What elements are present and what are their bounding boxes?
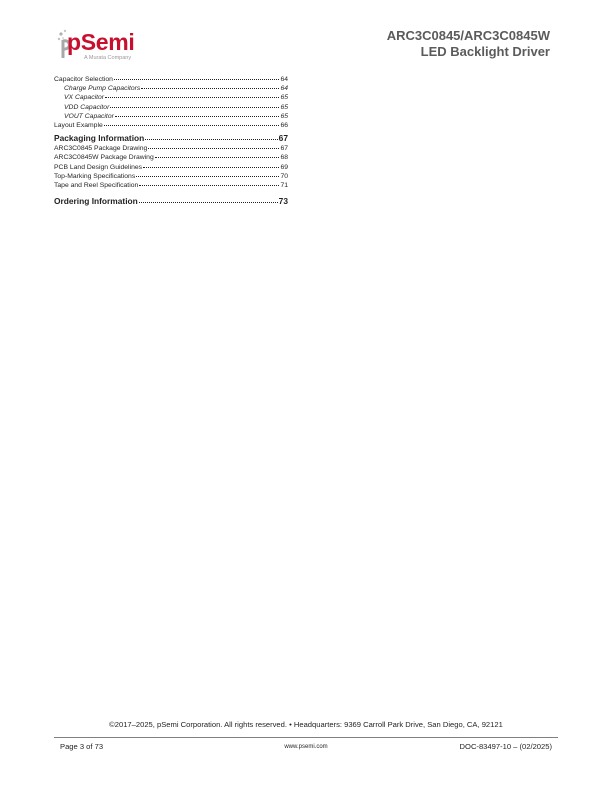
toc-entry-page: 73 [278,196,288,207]
toc-entry-title: Layout Example [54,122,103,130]
toc-section-heading[interactable] [54,133,288,144]
toc-entry[interactable] [54,172,288,181]
toc-entry[interactable] [54,103,288,112]
toc-entry[interactable] [54,181,288,190]
document-title-product: LED Backlight Driver [420,44,550,59]
toc-entry-page: 67 [280,145,288,153]
toc-entry[interactable] [54,153,288,162]
toc-leader-dots [115,116,280,117]
toc-entry[interactable] [54,112,288,121]
logo-tagline: A Murata Company [84,55,132,61]
toc-leader-dots [114,79,279,80]
toc-entry-page: 65 [280,112,288,120]
toc-entry-title: Ordering Information [54,196,138,207]
toc-entry[interactable] [54,93,288,102]
toc-leader-dots [136,176,279,177]
toc-entry-title: Top-Marking Specifications [54,172,136,180]
toc-entry-page: 65 [280,94,288,102]
toc-entry-page: 68 [280,154,288,162]
toc-leader-dots [148,148,279,149]
toc-leader-dots [145,139,277,140]
toc-entry[interactable] [54,84,288,93]
toc-leader-dots [139,185,279,186]
toc-entry-title: ARC3C0845W Package Drawing [54,154,154,162]
toc-entry-page: 67 [278,133,288,144]
document-title [387,28,550,60]
table-of-contents [54,75,288,207]
footer-copyright: ©2017–2025, pSemi Corporation. All rights reserved. • Headquarters: 9369 Carroll Park Drive, San Diego, CA, 92121 [109,720,503,729]
toc-entry-title: VX Capacitor [64,94,105,102]
document-number: DOC-83497-10 – (02/2025) [459,742,552,751]
toc-entry-page: 64 [280,76,288,83]
toc-entry[interactable] [54,144,288,153]
document-title-part-number: ARC3C0845/ARC3C0845W [386,28,550,43]
toc-entry[interactable] [54,75,288,84]
toc-entry-page: 66 [280,122,288,130]
toc-entry-page: 69 [280,163,288,171]
footer-divider [54,737,558,738]
toc-entry[interactable] [54,163,288,172]
logo-brand-text: pSemi [67,29,135,55]
toc-entry-title: ARC3C0845 Package Drawing [54,145,148,153]
psemi-logo [55,26,165,68]
toc-section-heading[interactable] [54,196,288,207]
toc-entry-page: 70 [280,172,288,180]
toc-leader-dots [110,107,279,108]
toc-leader-dots [104,125,280,126]
toc-entry-title: VOUT Capacitor [64,112,114,120]
toc-leader-dots [139,202,278,203]
page-number: Page 3 of 73 [60,742,104,751]
toc-leader-dots [141,88,279,89]
toc-entry-title: Charge Pump Capacitors [64,85,141,93]
toc-entry-title: Tape and Reel Specification [54,182,139,190]
toc-leader-dots [105,97,279,98]
toc-entry-title: Packaging Information [54,133,145,144]
toc-leader-dots [143,167,279,168]
toc-entry[interactable] [54,121,288,130]
toc-entry-title: Capacitor Selection [54,76,113,83]
toc-entry-page: 65 [280,103,288,111]
toc-entry-page: 71 [280,182,288,190]
toc-leader-dots [155,157,280,158]
toc-entry-page: 64 [280,85,288,93]
toc-entry-title: VDD Capacitor [64,103,110,111]
toc-entry-title: PCB Land Design Guidelines [54,163,143,171]
website-link[interactable]: www.psemi.com [284,744,328,750]
